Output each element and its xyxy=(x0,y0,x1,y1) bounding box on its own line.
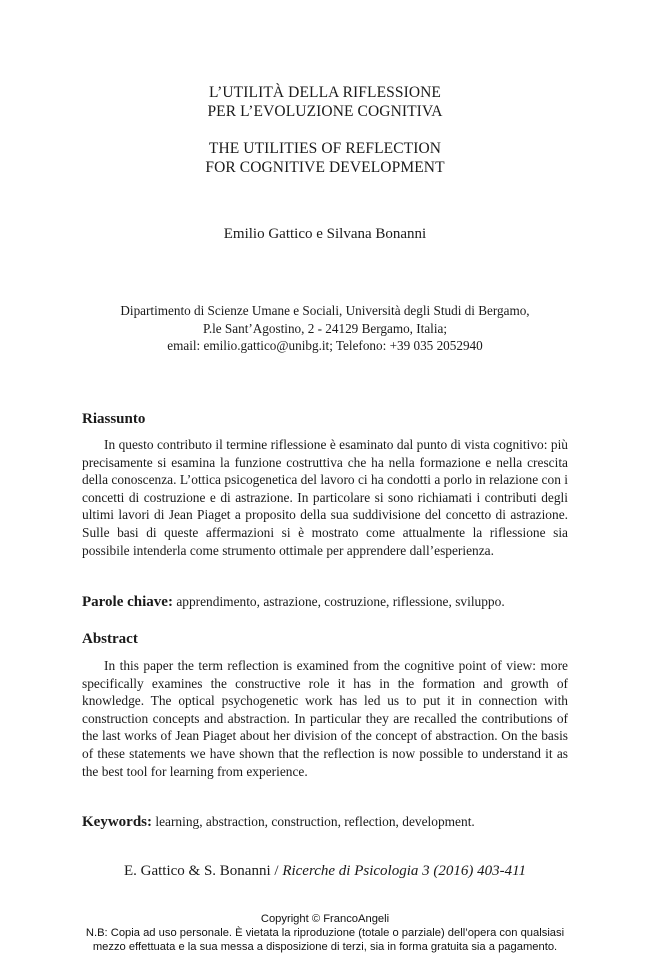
keywords-label: Keywords: xyxy=(82,814,152,830)
copyright-line: Copyright © FrancoAngeli xyxy=(260,913,390,925)
parole-chiave-text: apprendimento, astrazione, costruzione, riflessione, sviluppo. xyxy=(176,594,505,609)
keywords xyxy=(82,814,582,831)
copyright-notice-line-1: N.B: Copia ad uso personale. È vietata la riproduzione (totale o parziale) dell’opera con qualsiasi xyxy=(85,927,565,940)
title-english xyxy=(0,139,650,177)
title-italian xyxy=(0,83,650,121)
riassunto-text: In questo contributo il termine riflessione è esaminato dal punto di vista cognitivo: più precisamente si esamina la funzione costruttiva che ha nella formazione e nella crescita della conoscenza. L’ottica psicogenetica del lavoro ci ha condotti a porlo in relazione con i concetti di costruzione e di astrazione. In particolare si sono richiamati i contributi degli ultimi lavori di Jean Piaget a proposito della sua suddivisione del concetto di astrazione. Sulle basi di queste affermazioni si è mostrato come attualmente la riflessione sia possibile intenderla come strumento ottimale per apprendere dall’esperienza. xyxy=(82,437,568,558)
riassunto-heading: Riassunto xyxy=(82,411,146,427)
title-italian-line-1: L’UTILITÀ DELLA RIFLESSIONE xyxy=(208,84,442,101)
title-english-line-1: THE UTILITIES OF REFLECTION xyxy=(208,140,442,157)
parole-chiave-label: Parole chiave: xyxy=(82,594,173,610)
authors: Emilio Gattico e Silvana Bonanni xyxy=(223,226,427,242)
copyright-footer xyxy=(0,912,650,955)
citation xyxy=(0,863,650,880)
affiliation-address: P.le Sant’Agostino, 2 - 24129 Bergamo, Italia; xyxy=(202,320,448,336)
affiliation xyxy=(0,302,650,355)
affiliation-department: Dipartimento di Scienze Umane e Sociali, Università degli Studi di Bergamo, xyxy=(120,303,530,318)
abstract-heading: Abstract xyxy=(82,631,138,647)
title-english-line-2: FOR COGNITIVE DEVELOPMENT xyxy=(205,159,445,176)
parole-chiave xyxy=(82,594,582,611)
affiliation-contact: email: emilio.gattico@unibg.it; Telefono: +39 035 2052940 xyxy=(167,338,483,354)
abstract-text: In this paper the term reflection is examined from the cognitive point of view: more specifically examines the constructive role it has in the formation and growth of knowledge. The optical psychogenetic work has led us to put it in connection with construction concepts and abstraction. In particular they are recalled the contributions of the last works of Jean Piaget about her division of the concept of abstraction. On the basis of these statements we have shown that the reflection is now possible to understand it as the best tool for learning from experience. xyxy=(82,658,568,779)
citation-authors: E. Gattico & S. Bonanni xyxy=(123,863,271,879)
citation-separator: / xyxy=(270,863,283,879)
keywords-text: learning, abstraction, construction, reflection, development. xyxy=(155,814,475,829)
copyright-notice-line-2: mezzo effettuata e la sua messa a disposizione di terzi, sia in forma gratuita sia a pagamento. xyxy=(92,941,558,954)
citation-journal: Ricerche di Psicologia 3 (2016) 403-411 xyxy=(282,863,527,879)
title-italian-line-2: PER L’EVOLUZIONE COGNITIVA xyxy=(207,103,443,120)
